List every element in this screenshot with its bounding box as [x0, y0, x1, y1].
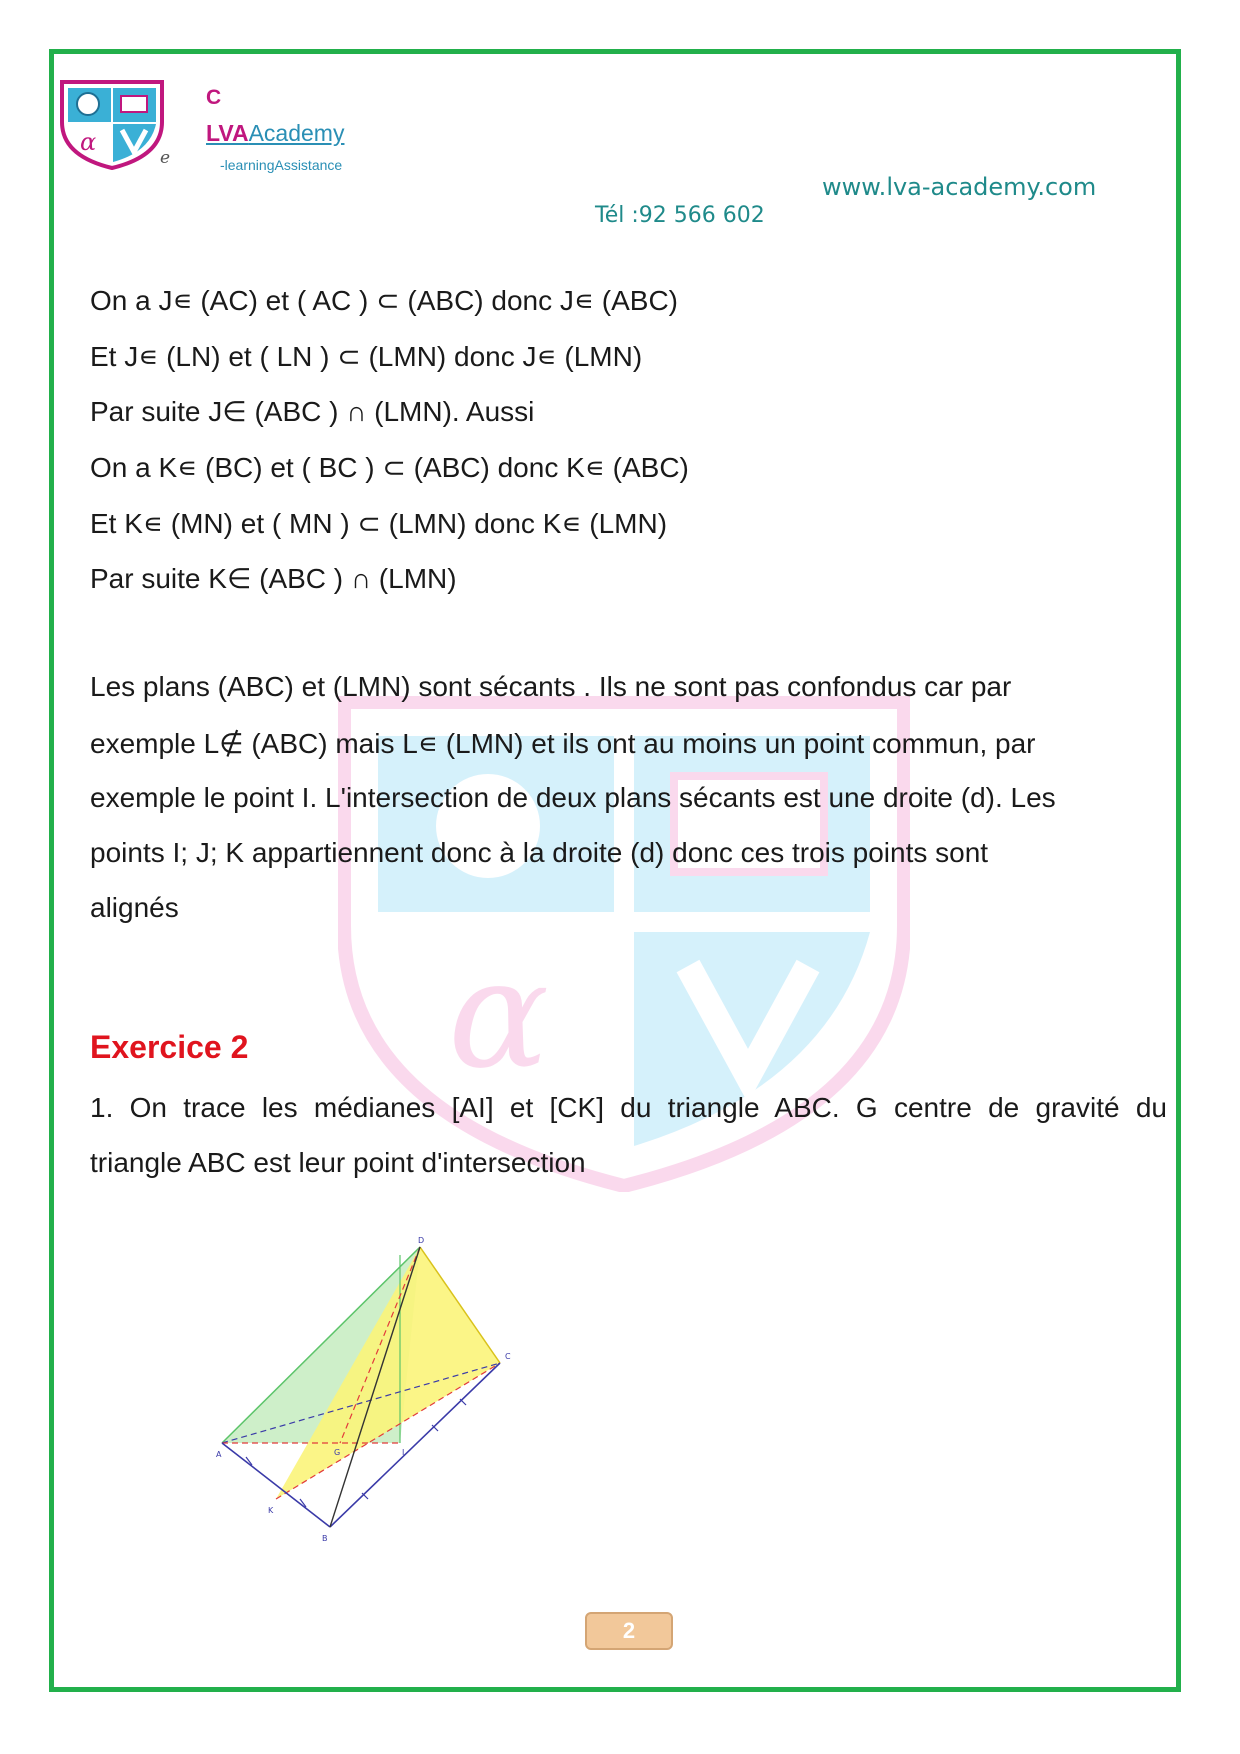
text-line-3: Par suite J∈ (ABC ) ∩ (LMN). Aussi — [90, 396, 535, 427]
paragraph-line-2: exemple L∉ (ABC) mais L∊ (LMN) et ils ont au moins un point commun, par — [90, 728, 1036, 759]
label-d: D — [418, 1236, 425, 1245]
paragraph-line-4: points I; J; K appartiennent donc à la droite (d) donc ces trois points sont — [90, 837, 989, 868]
brand-c-letter: C — [206, 86, 222, 109]
text-line-1: On a J∊ (AC) et ( AC ) ⊂ (ABC) donc J∊ (ABC) — [90, 285, 678, 316]
paragraph-line-1: Les plans (ABC) et (LMN) sont sécants . Ils ne sont pas confondus car par — [90, 671, 1012, 702]
paragraph-line-3: exemple le point I. L'intersection de deux plans sécants est une droite (d). Les — [90, 782, 1056, 813]
page-number: 2 — [622, 1618, 636, 1643]
paragraph-line-5: alignés — [90, 892, 179, 923]
academy-logo — [58, 78, 166, 170]
brand-tagline: -learningAssistance — [220, 157, 343, 173]
brand-name[interactable] — [206, 120, 344, 147]
svg-text:α: α — [80, 128, 97, 156]
text-line-5: Et K∊ (MN) et ( MN ) ⊂ (LMN) donc K∊ (LMN) — [90, 508, 668, 539]
exercise-line-2: triangle ABC est leur point d'intersection — [90, 1147, 586, 1178]
label-i: I — [402, 1448, 405, 1457]
brand-academy: Academy — [248, 120, 345, 146]
label-c: C — [505, 1352, 511, 1361]
label-b: B — [322, 1534, 328, 1543]
tetrahedron-figure — [212, 1235, 522, 1555]
label-k: K — [268, 1506, 274, 1515]
telephone: Tél :92 566 602 — [595, 203, 765, 228]
text-line-6: Par suite K∈ (ABC ) ∩ (LMN) — [90, 563, 457, 594]
page-number-badge — [585, 1612, 673, 1650]
text-line-4: On a K∊ (BC) et ( BC ) ⊂ (ABC) donc K∊ (ABC) — [90, 452, 689, 483]
logo-e-letter: e — [160, 148, 171, 168]
website-link[interactable]: www.lva-academy.com — [822, 173, 1097, 201]
brand-lva: LVA — [206, 120, 249, 146]
exercise-line-1: 1. On trace les médianes [AI] et [CK] du triangle ABC. G centre de gravité du — [90, 1092, 1167, 1123]
label-g: G — [334, 1448, 341, 1457]
text-line-2: Et J∊ (LN) et ( LN ) ⊂ (LMN) donc J∊ (LMN) — [90, 341, 643, 372]
exercise-heading: Exercice 2 — [90, 1029, 249, 1065]
label-a: A — [216, 1450, 222, 1459]
svg-text:α: α — [448, 928, 550, 1102]
